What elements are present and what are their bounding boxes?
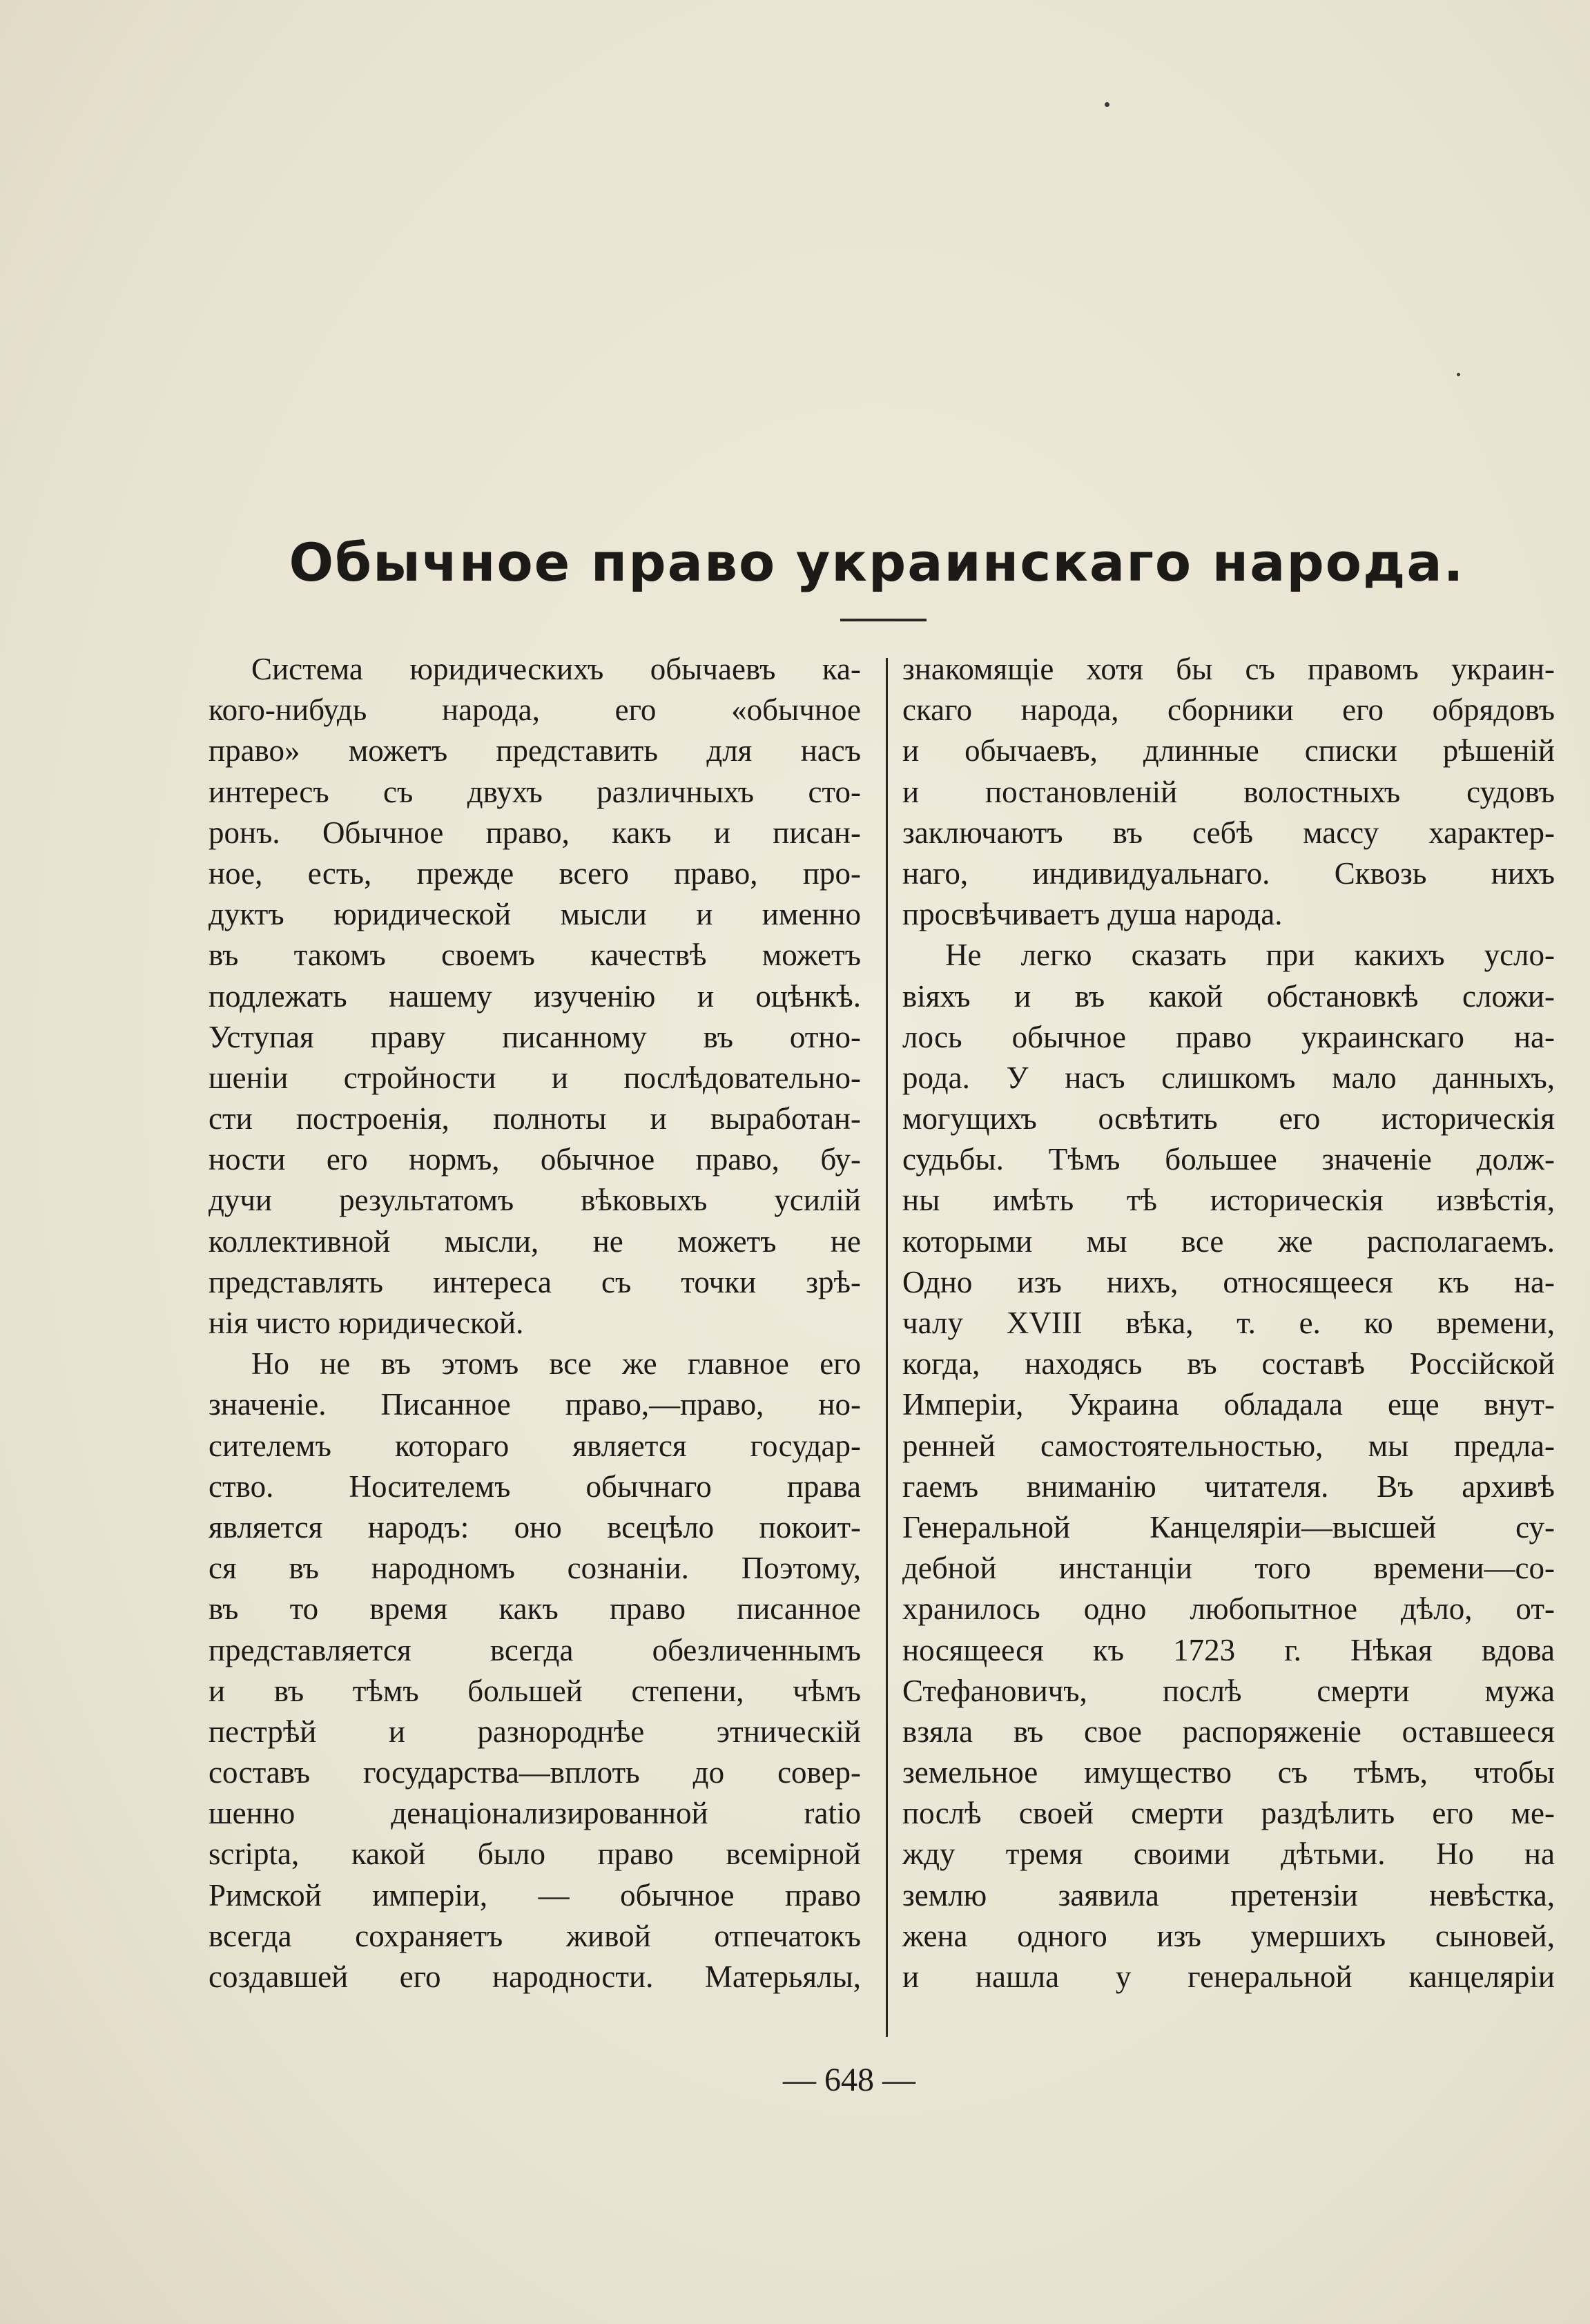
text-line: и постановленій волостныхъ судовъ xyxy=(902,774,1555,809)
text-line: ное, есть, прежде всего право, про- xyxy=(209,855,861,891)
text-line: ся въ народномъ сознаніи. Поэтому, xyxy=(209,1551,861,1586)
text-line: значеніе. Писанное право,—право, но- xyxy=(209,1387,861,1422)
text-line: и обычаевъ, длинные списки рѣшеній xyxy=(902,733,1555,768)
text-line: знакомящіе хотя бы съ правомъ украин- xyxy=(902,652,1555,686)
text-line: просвѣчиваетъ душа народа. xyxy=(902,897,1283,932)
left-column xyxy=(209,649,861,1997)
text-line: ности его нормъ, обычное право, бу- xyxy=(209,1142,861,1177)
text-line: въ то время какъ право писанное xyxy=(209,1591,861,1627)
text-line: чалу XVIII вѣка, т. е. ко времени, xyxy=(902,1306,1555,1340)
text-line: послѣ своей смерти раздѣлить его ме- xyxy=(902,1796,1555,1831)
text-line: когда, находясь въ составѣ Россійской xyxy=(902,1346,1555,1382)
title-underline xyxy=(840,619,927,621)
text-line: ренней самостоятельностью, мы предла- xyxy=(902,1428,1555,1463)
text-line: создавшей его народности. Матерьялы, xyxy=(209,1959,861,1994)
text-line: гаемъ вниманію читателя. Въ архивѣ xyxy=(902,1469,1555,1504)
text-line: Уступая праву писанному въ отно- xyxy=(209,1019,861,1054)
text-line: нія чисто юридической. xyxy=(209,1306,524,1340)
text-line: scripta, какой было право всемірной xyxy=(209,1837,861,1872)
text-line: подлежать нашему изученію и оцѣнкѣ. xyxy=(209,978,861,1014)
text-line: ронъ. Обычное право, какъ и писан- xyxy=(209,815,861,850)
text-line: жду тремя своими дѣтьми. Но на xyxy=(902,1837,1555,1872)
text-line: віяхъ и въ какой обстановкѣ сложи- xyxy=(902,978,1555,1014)
text-line: Но не въ этомъ все же главное его xyxy=(251,1346,861,1382)
text-line: интересъ съ двухъ различныхъ сто- xyxy=(209,774,861,809)
text-line: и въ тѣмъ большей степени, чѣмъ xyxy=(209,1673,861,1708)
text-line: Система юридическихъ обычаевъ ка- xyxy=(251,652,861,686)
text-line: представляется всегда обезличеннымъ xyxy=(209,1632,861,1667)
text-line: землю заявила претензіи невѣстка, xyxy=(902,1877,1555,1913)
text-line: которыми мы все же располагаемъ. xyxy=(902,1223,1555,1259)
text-line: заключаютъ въ себѣ массу характер- xyxy=(902,815,1555,850)
text-line: ны имѣть тѣ историческія извѣстія, xyxy=(902,1183,1555,1218)
text-line: сти построенія, полноты и выработан- xyxy=(209,1101,861,1136)
text-line: рода. У насъ слишкомъ мало данныхъ, xyxy=(902,1060,1555,1095)
text-line: шенно денаціонализированной ratio xyxy=(209,1796,861,1831)
text-line: дуктъ юридической мысли и именно xyxy=(209,897,861,932)
text-line: хранилось одно любопытное дѣло, от- xyxy=(902,1591,1555,1627)
text-line: Стефановичъ, послѣ смерти мужа xyxy=(902,1673,1555,1708)
right-column xyxy=(902,649,1555,1997)
text-line: кого-нибудь народа, его «обычное xyxy=(209,693,861,728)
text-line: Не легко сказать при какихъ усло- xyxy=(945,938,1555,973)
text-line: является народъ: оно всецѣло покоит- xyxy=(209,1509,861,1545)
text-line: ство. Носителемъ обычнаго права xyxy=(209,1469,861,1504)
text-line: скаго народа, сборники его обрядовъ xyxy=(902,693,1555,728)
text-line: шеніи стройности и послѣдовательно- xyxy=(209,1060,861,1095)
text-line: сителемъ котораго является государ- xyxy=(209,1428,861,1463)
text-line: представлять интереса съ точки зрѣ- xyxy=(209,1264,861,1299)
text-line: право» можетъ представить для насъ xyxy=(209,733,861,768)
text-line: дучи результатомъ вѣковыхъ усилій xyxy=(209,1183,861,1218)
text-line: всегда сохраняетъ живой отпечатокъ xyxy=(209,1918,861,1953)
text-line: Генеральной Канцеляріи—высшей су- xyxy=(902,1509,1555,1545)
text-line: Имперіи, Украина обладала еще внут- xyxy=(902,1387,1555,1422)
ink-speck xyxy=(1105,102,1109,107)
text-line: взяла въ свое распоряженіе оставшееся xyxy=(902,1714,1555,1749)
text-line: Одно изъ нихъ, относящееся къ на- xyxy=(902,1264,1555,1299)
column-divider xyxy=(886,658,888,2037)
ink-speck xyxy=(1457,373,1460,376)
text-line: жена одного изъ умершихъ сыновей, xyxy=(902,1918,1555,1953)
text-line: наго, индивидуальнаго. Сквозь нихъ xyxy=(902,855,1555,891)
text-line: коллективной мысли, не можетъ не xyxy=(209,1223,861,1259)
text-line: носящееся къ 1723 г. Нѣкая вдова xyxy=(902,1632,1555,1667)
text-line: Римской имперіи, — обычное право xyxy=(209,1877,861,1913)
article-title: Обычное право украинскаго народа. xyxy=(289,532,1465,593)
text-line: въ такомъ своемъ качествѣ можетъ xyxy=(209,938,861,973)
text-line: пестрѣй и разнороднѣе этническій xyxy=(209,1714,861,1749)
text-line: дебной инстанціи того времени—со- xyxy=(902,1551,1555,1586)
page-number: — 648 — xyxy=(783,2062,915,2098)
text-line: земельное имущество съ тѣмъ, чтобы xyxy=(902,1755,1555,1790)
text-line: могущихъ освѣтить его историческія xyxy=(902,1101,1555,1136)
text-line: лось обычное право украинскаго на- xyxy=(902,1019,1555,1054)
text-line: составъ государства—вплоть до совер- xyxy=(209,1755,861,1790)
text-line: и нашла у генеральной канцеляріи xyxy=(902,1959,1555,1994)
text-line: судьбы. Тѣмъ большее значеніе долж- xyxy=(902,1142,1555,1177)
